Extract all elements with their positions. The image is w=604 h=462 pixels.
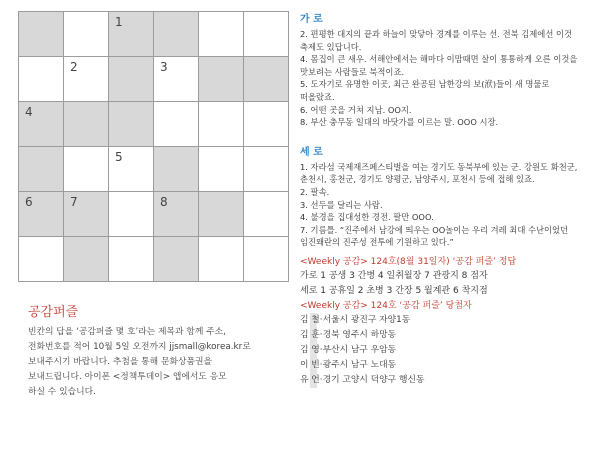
- clue-item: 3. 선두를 달리는 사람.: [300, 199, 383, 210]
- grid-cell: [63, 101, 109, 147]
- down-clue-list: [300, 161, 596, 249]
- grid-cell: [153, 146, 199, 192]
- grid-cell: [18, 236, 64, 282]
- winner-item: 김 영·부산시 남구 우암동: [300, 344, 397, 355]
- grid-cell: [243, 101, 289, 147]
- grid-cell: [243, 146, 289, 192]
- grid-cell: [18, 11, 64, 57]
- across-heading: 가 로: [300, 14, 323, 25]
- clue-item: 4. 불경을 집대성한 경전. 팔만 OOO.: [300, 212, 434, 223]
- grid-cell: [63, 146, 109, 192]
- grid-cell: [108, 236, 154, 282]
- grid-cell: [153, 101, 199, 147]
- clue-number: 1: [115, 15, 123, 29]
- clue-item: 5. 도자기로 유명한 이곳, 최근 완공된 남한강의 보(洑)들이 새 명물로 떠올랐죠.: [300, 79, 550, 102]
- grid-cell: [63, 236, 109, 282]
- grid-cell: [108, 101, 154, 147]
- clue-number: 2: [70, 60, 78, 74]
- grid-cell: [18, 101, 64, 147]
- clue-item: 8. 부산 충무동 일대의 바닷가를 이르는 말. OOO 시장.: [300, 117, 499, 128]
- clue-number: 7: [70, 195, 78, 209]
- grid-cell: [108, 56, 154, 102]
- grid-cell: [243, 236, 289, 282]
- grid-cell: [153, 56, 199, 102]
- grid-cell: [198, 11, 244, 57]
- winner-item: 김 철·서울시 광진구 자양1동: [300, 314, 411, 325]
- clue-item: 6. 어떤 곳을 거쳐 지남. OO지.: [300, 104, 412, 115]
- clue-number: 5: [115, 150, 123, 164]
- winner-item: 김 훈·경북 영주시 하망동: [300, 329, 397, 340]
- grid-cell: [198, 236, 244, 282]
- grid-cell: [108, 11, 154, 57]
- grid-cell: [18, 146, 64, 192]
- winner-heading: <Weekly 공감> 124호 ‘공감 퍼즐’ 당첨자: [300, 300, 472, 311]
- grid-cell: [198, 191, 244, 237]
- grid-cell: [63, 11, 109, 57]
- grid-cell: [63, 191, 109, 237]
- grid-cell: [198, 101, 244, 147]
- grid-cell: [243, 56, 289, 102]
- grid-cell: [243, 191, 289, 237]
- across-clue-list: [300, 28, 596, 129]
- clue-item: 2. 팔속.: [300, 186, 330, 197]
- grid-cell: [153, 191, 199, 237]
- grid-cell: [198, 56, 244, 102]
- grid-cell: [63, 56, 109, 102]
- clue-number: 3: [160, 60, 168, 74]
- answer-down: 세로 1 공휴일 2 초병 3 간장 5 월계관 6 착지점: [300, 285, 488, 296]
- answer-across: 가로 1 공생 3 간병 4 일취월장 7 관광지 8 점자: [300, 270, 488, 281]
- grid-cell: [198, 146, 244, 192]
- clue-item: 2. 편평한 대지의 끝과 하늘이 맞닿아 경계를 이루는 선. 전북 김제에선 이것 축제도 있답니다.: [300, 29, 572, 52]
- grid-cell: [108, 191, 154, 237]
- grid-cell: [243, 11, 289, 57]
- clue-number: 6: [25, 195, 33, 209]
- clue-number: 8: [160, 195, 168, 209]
- clues-panel: [300, 8, 596, 388]
- grid-cell: [153, 11, 199, 57]
- crossword-grid: [18, 11, 293, 287]
- clue-number: 4: [25, 105, 33, 119]
- puzzle-info: [28, 301, 296, 400]
- clue-item: 4. 몸집이 큰 새우. 서해안에서는 해마다 이맘때면 살이 통통하게 오른 이것을 맛보려는 사람들로 북적이죠.: [300, 54, 578, 77]
- answer-heading: <Weekly 공감> 124호(8월 31일자) ‘공감 퍼즐’ 정답: [300, 256, 517, 267]
- grid-cell: [153, 236, 199, 282]
- clue-item: 1. 자라섬 국제재즈페스티벌을 여는 경기도 동북부에 있는 군. 강원도 화천군, 춘천시, 홍천군, 경기도 양평군, 남양주시, 포천시 등에 접해 있죠.: [300, 161, 578, 185]
- clue-item: 7. 기름틀. “진주에서 남강에 띄우는 OO놀이는 우리 겨레 최대 수난이었던 임진왜란의 진주성 전투에 기원하고 있다.”: [300, 224, 569, 248]
- winner-item: 이 빈·광주시 남구 노대동: [300, 359, 397, 370]
- winner-list: [300, 313, 596, 388]
- down-heading: 세 로: [300, 146, 323, 158]
- puzzle-title: 공감퍼즐: [28, 305, 79, 320]
- grid-cell: [18, 191, 64, 237]
- grid-cell: [18, 56, 64, 102]
- grid-cell: [108, 146, 154, 192]
- winner-item: 유 언·경기 고양시 덕양구 행신동: [300, 374, 425, 385]
- puzzle-instructions: 빈칸의 답을 ‘공감퍼즐 몇 호’라는 제목과 함께 주소, 전화번호를 적어 10월 5일 오전까지 jjsmall@korea.kr로 보내주시기 바랍니다. 추첨을 통해 문화상품권을 보내드립니다. 아이폰 <정책투데이> 앱에서도 응모 하실 수 있습니다.: [28, 327, 251, 397]
